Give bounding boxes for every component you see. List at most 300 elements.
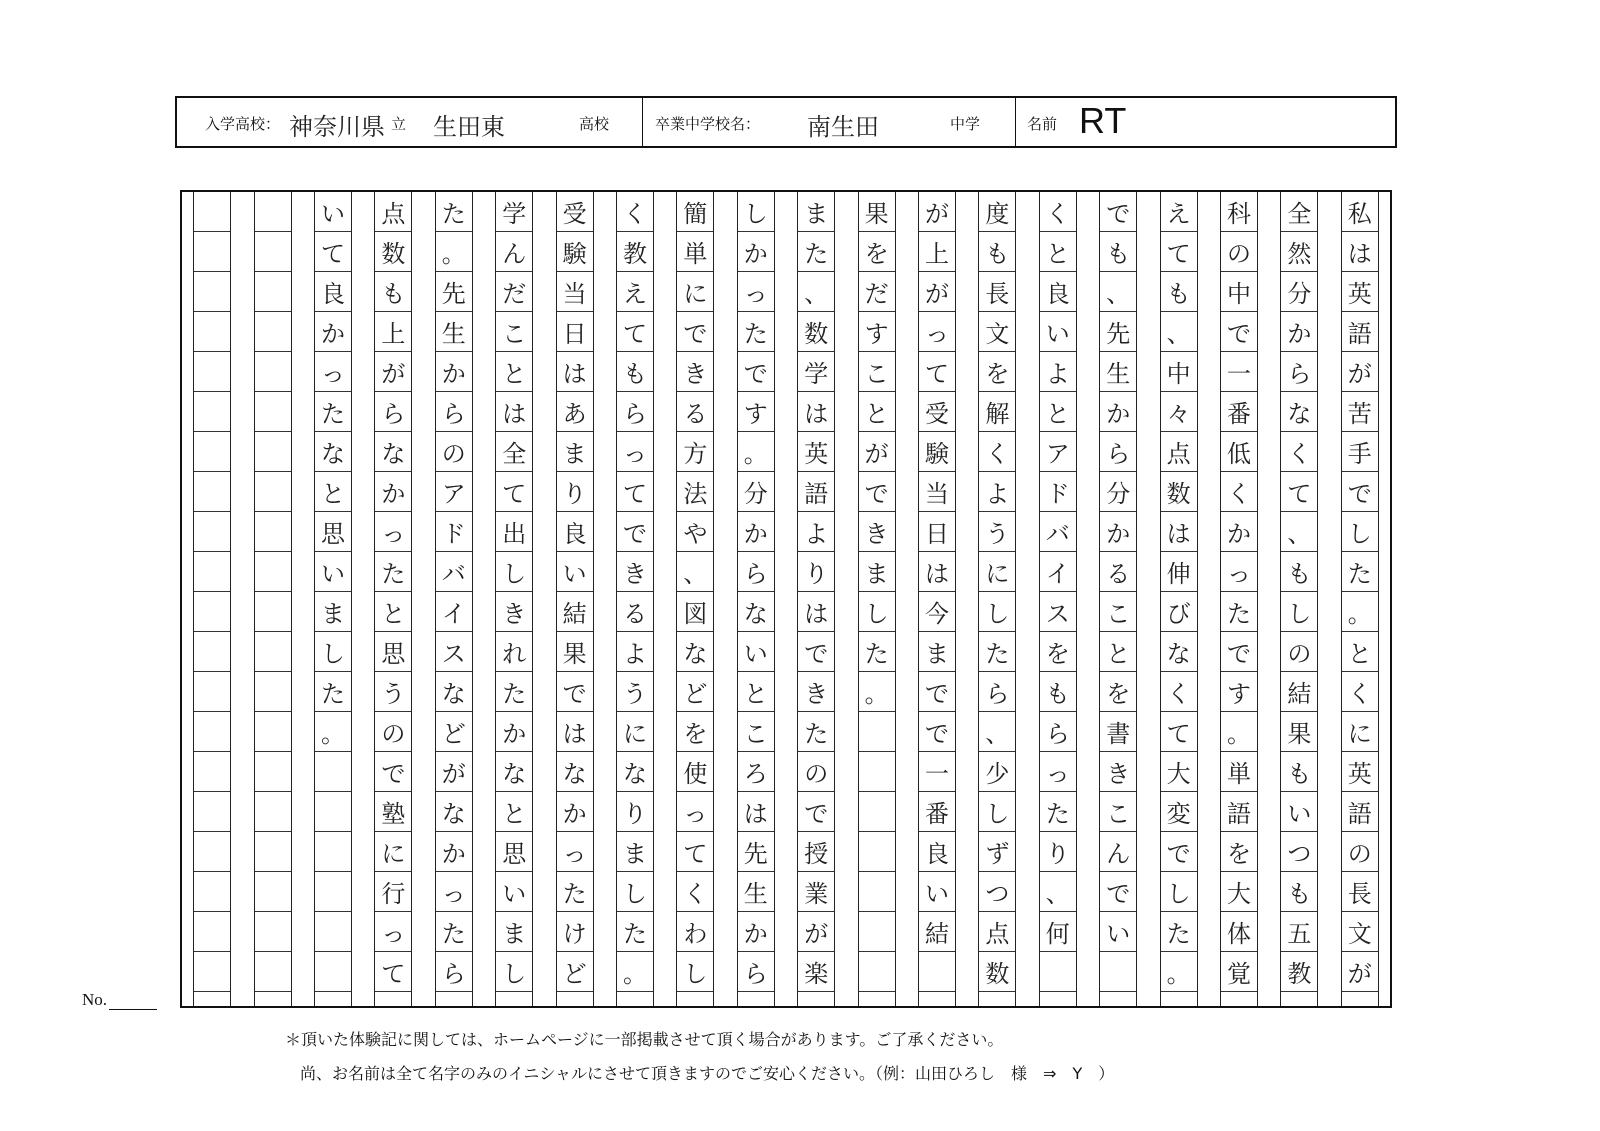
manuscript-cell bbox=[194, 872, 230, 912]
manuscript-column bbox=[676, 192, 714, 1006]
manuscript-cell: 数 bbox=[979, 952, 1015, 992]
manuscript-cell: 思 bbox=[315, 512, 351, 552]
manuscript-cell: て bbox=[617, 472, 653, 512]
manuscript-cell bbox=[255, 512, 291, 552]
manuscript-cell: 大 bbox=[1221, 872, 1257, 912]
manuscript-cell bbox=[255, 552, 291, 592]
manuscript-cell: で bbox=[1100, 192, 1136, 232]
manuscript-cell: 単 bbox=[677, 232, 713, 272]
manuscript-cell: く bbox=[1281, 432, 1317, 472]
manuscript-cell: つ bbox=[1281, 832, 1317, 872]
manuscript-cell: に bbox=[375, 832, 411, 872]
manuscript-column bbox=[1039, 192, 1077, 1006]
manuscript-cell: し bbox=[315, 632, 351, 672]
manuscript-cell bbox=[194, 952, 230, 992]
manuscript-cell: 苦 bbox=[1342, 392, 1378, 432]
manuscript-cell: が bbox=[919, 192, 955, 232]
manuscript-cell: ら bbox=[738, 952, 774, 992]
manuscript-cell: 英 bbox=[1342, 752, 1378, 792]
manuscript-cell: 良 bbox=[315, 272, 351, 312]
manuscript-cell: 全 bbox=[496, 432, 532, 472]
manuscript-cell: 使 bbox=[677, 752, 713, 792]
manuscript-cell bbox=[255, 792, 291, 832]
manuscript-cell: し bbox=[979, 592, 1015, 632]
manuscript-cell: は bbox=[1342, 232, 1378, 272]
manuscript-cell: 書 bbox=[1100, 712, 1136, 752]
no-label: No. bbox=[82, 990, 108, 1009]
manuscript-cell: た bbox=[315, 672, 351, 712]
manuscript-cell: 分 bbox=[1100, 472, 1136, 512]
manuscript-cell: っ bbox=[436, 872, 472, 912]
manuscript-cell: る bbox=[1100, 552, 1136, 592]
manuscript-cell bbox=[194, 832, 230, 872]
manuscript-cell: が bbox=[1342, 352, 1378, 392]
manuscript-cell: 点 bbox=[1161, 432, 1197, 472]
manuscript-cell: 語 bbox=[1342, 312, 1378, 352]
manuscript-cell: 先 bbox=[436, 272, 472, 312]
entrance-school-label: 入学高校： bbox=[205, 115, 281, 133]
manuscript-cell: れ bbox=[496, 632, 532, 672]
manuscript-cell: 授 bbox=[798, 832, 834, 872]
manuscript-cell: 数 bbox=[375, 232, 411, 272]
manuscript-cell: も bbox=[1281, 752, 1317, 792]
manuscript-cell bbox=[859, 872, 895, 912]
manuscript-cell: 五 bbox=[1281, 912, 1317, 952]
manuscript-cell: 今 bbox=[919, 592, 955, 632]
manuscript-cell: 日 bbox=[919, 512, 955, 552]
manuscript-cell: は bbox=[496, 392, 532, 432]
manuscript-cell: く bbox=[1342, 672, 1378, 712]
manuscript-cell: と bbox=[315, 472, 351, 512]
manuscript-cell: ド bbox=[436, 512, 472, 552]
manuscript-cell: 験 bbox=[919, 432, 955, 472]
manuscript-cell: の bbox=[1342, 832, 1378, 872]
manuscript-cell bbox=[315, 952, 351, 992]
manuscript-cell: 法 bbox=[677, 472, 713, 512]
manuscript-cell: 教 bbox=[617, 232, 653, 272]
manuscript-cell: か bbox=[1221, 512, 1257, 552]
manuscript-cell: ど bbox=[557, 952, 593, 992]
manuscript-cell: は bbox=[1161, 512, 1197, 552]
manuscript-cell bbox=[194, 232, 230, 272]
manuscript-grid bbox=[180, 190, 1392, 1008]
manuscript-cell: く bbox=[1221, 472, 1257, 512]
manuscript-cell: な bbox=[1281, 392, 1317, 432]
manuscript-cell: 分 bbox=[1281, 272, 1317, 312]
manuscript-column bbox=[797, 192, 835, 1006]
manuscript-cell: 中 bbox=[1221, 272, 1257, 312]
manuscript-cell: ア bbox=[1040, 432, 1076, 472]
manuscript-cell: よ bbox=[798, 512, 834, 552]
manuscript-cell: き bbox=[859, 512, 895, 552]
manuscript-cell: な bbox=[315, 432, 351, 472]
manuscript-cell: た bbox=[375, 552, 411, 592]
manuscript-cell bbox=[194, 672, 230, 712]
manuscript-cell: 一 bbox=[919, 752, 955, 792]
manuscript-cell: よ bbox=[979, 472, 1015, 512]
manuscript-cell: り bbox=[617, 792, 653, 832]
manuscript-cell bbox=[315, 792, 351, 832]
manuscript-cell: っ bbox=[375, 512, 411, 552]
manuscript-cell: も bbox=[1281, 872, 1317, 912]
manuscript-cell bbox=[255, 872, 291, 912]
manuscript-cell: た bbox=[496, 672, 532, 712]
manuscript-cell bbox=[859, 752, 895, 792]
manuscript-cell: で bbox=[738, 352, 774, 392]
manuscript-cell: と bbox=[1040, 392, 1076, 432]
manuscript-cell: る bbox=[677, 392, 713, 432]
manuscript-cell bbox=[255, 192, 291, 232]
manuscript-cell: て bbox=[617, 312, 653, 352]
manuscript-cell: く bbox=[1040, 192, 1076, 232]
manuscript-cell: て bbox=[496, 472, 532, 512]
manuscript-cell: や bbox=[677, 512, 713, 552]
manuscript-cell: い bbox=[557, 552, 593, 592]
manuscript-cell bbox=[255, 272, 291, 312]
manuscript-cell: 、 bbox=[798, 272, 834, 312]
manuscript-cell: 当 bbox=[557, 272, 593, 312]
manuscript-cell: の bbox=[1281, 632, 1317, 672]
manuscript-cell: 生 bbox=[436, 312, 472, 352]
manuscript-cell: 。 bbox=[859, 672, 895, 712]
manuscript-cell bbox=[194, 192, 230, 232]
manuscript-cell: 学 bbox=[496, 192, 532, 232]
document-number bbox=[82, 990, 157, 1010]
manuscript-cell: の bbox=[798, 752, 834, 792]
manuscript-cell: た bbox=[557, 872, 593, 912]
manuscript-cell: 体 bbox=[1221, 912, 1257, 952]
manuscript-cell: 中 bbox=[1161, 352, 1197, 392]
manuscript-cell: 先 bbox=[1100, 312, 1136, 352]
manuscript-cell bbox=[315, 912, 351, 952]
manuscript-cell: 英 bbox=[1342, 272, 1378, 312]
manuscript-cell bbox=[194, 512, 230, 552]
manuscript-cell: か bbox=[557, 792, 593, 832]
manuscript-column bbox=[374, 192, 412, 1006]
manuscript-cell: で bbox=[859, 472, 895, 512]
manuscript-cell: 先 bbox=[738, 832, 774, 872]
manuscript-cell: ド bbox=[1040, 472, 1076, 512]
manuscript-cell: ま bbox=[496, 912, 532, 952]
manuscript-cell bbox=[315, 752, 351, 792]
manuscript-cell: 業 bbox=[798, 872, 834, 912]
manuscript-cell: な bbox=[738, 592, 774, 632]
manuscript-cell: っ bbox=[738, 272, 774, 312]
manuscript-cell: 出 bbox=[496, 512, 532, 552]
manuscript-cell: 結 bbox=[557, 592, 593, 632]
manuscript-cell: 験 bbox=[557, 232, 593, 272]
manuscript-cell: 全 bbox=[1281, 192, 1317, 232]
manuscript-cell: か bbox=[436, 352, 472, 392]
manuscript-cell: ず bbox=[979, 832, 1015, 872]
manuscript-cell: ま bbox=[798, 192, 834, 232]
manuscript-column bbox=[314, 192, 352, 1006]
manuscript-cell: か bbox=[738, 512, 774, 552]
manuscript-cell: う bbox=[617, 672, 653, 712]
manuscript-cell bbox=[255, 432, 291, 472]
manuscript-cell: が bbox=[798, 912, 834, 952]
manuscript-cell: い bbox=[738, 632, 774, 672]
manuscript-cell: ア bbox=[436, 472, 472, 512]
manuscript-cell: り bbox=[798, 552, 834, 592]
manuscript-cell: き bbox=[798, 672, 834, 712]
manuscript-column bbox=[556, 192, 594, 1006]
manuscript-cell: て bbox=[677, 832, 713, 872]
manuscript-cell: 上 bbox=[375, 312, 411, 352]
manuscript-cell: し bbox=[496, 552, 532, 592]
manuscript-cell: た bbox=[1040, 792, 1076, 832]
manuscript-cell: か bbox=[375, 472, 411, 512]
manuscript-cell: ど bbox=[436, 712, 472, 752]
manuscript-cell: ら bbox=[1281, 352, 1317, 392]
manuscript-cell bbox=[255, 592, 291, 632]
manuscript-cell: 々 bbox=[1161, 392, 1197, 432]
manuscript-cell: こ bbox=[859, 352, 895, 392]
manuscript-cell: 科 bbox=[1221, 192, 1257, 232]
manuscript-cell: の bbox=[1221, 232, 1257, 272]
manuscript-cell: 、 bbox=[1161, 312, 1197, 352]
manuscript-cell: 図 bbox=[677, 592, 713, 632]
manuscript-cell: と bbox=[738, 672, 774, 712]
manuscript-cell: 低 bbox=[1221, 432, 1257, 472]
manuscript-cell: す bbox=[859, 312, 895, 352]
manuscript-cell bbox=[255, 912, 291, 952]
manuscript-cell: が bbox=[1342, 952, 1378, 992]
manuscript-cell bbox=[194, 312, 230, 352]
manuscript-cell bbox=[1040, 952, 1076, 992]
manuscript-cell: か bbox=[315, 312, 351, 352]
manuscript-cell: な bbox=[436, 672, 472, 712]
manuscript-column bbox=[918, 192, 956, 1006]
manuscript-cell: と bbox=[496, 792, 532, 832]
manuscript-cell bbox=[859, 792, 895, 832]
manuscript-cell: い bbox=[919, 872, 955, 912]
manuscript-cell: て bbox=[315, 232, 351, 272]
manuscript-cell: 行 bbox=[375, 872, 411, 912]
manuscript-cell: た bbox=[315, 392, 351, 432]
manuscript-cell: と bbox=[859, 392, 895, 432]
manuscript-cell: と bbox=[496, 352, 532, 392]
manuscript-cell: 番 bbox=[1221, 392, 1257, 432]
manuscript-cell bbox=[255, 952, 291, 992]
manuscript-column bbox=[1099, 192, 1137, 1006]
manuscript-cell: ん bbox=[1100, 832, 1136, 872]
manuscript-cell: で bbox=[1221, 632, 1257, 672]
manuscript-cell: か bbox=[738, 912, 774, 952]
manuscript-cell bbox=[315, 832, 351, 872]
manuscript-cell: ま bbox=[859, 552, 895, 592]
manuscript-cell: 変 bbox=[1161, 792, 1197, 832]
manuscript-cell: だ bbox=[859, 272, 895, 312]
manuscript-cell bbox=[255, 752, 291, 792]
manuscript-cell: た bbox=[617, 912, 653, 952]
manuscript-cell: を bbox=[979, 352, 1015, 392]
manuscript-cell: は bbox=[557, 712, 593, 752]
manuscript-cell: に bbox=[979, 552, 1015, 592]
manuscript-cell: な bbox=[496, 752, 532, 792]
manuscript-cell: で bbox=[1221, 312, 1257, 352]
manuscript-cell: 思 bbox=[375, 632, 411, 672]
manuscript-cell: 大 bbox=[1161, 752, 1197, 792]
manuscript-cell: 、 bbox=[1100, 272, 1136, 312]
manuscript-cell: し bbox=[1281, 592, 1317, 632]
manuscript-cell bbox=[194, 432, 230, 472]
manuscript-cell: 当 bbox=[919, 472, 955, 512]
manuscript-cell: い bbox=[1040, 312, 1076, 352]
manuscript-cell: で bbox=[375, 752, 411, 792]
manuscript-cell bbox=[255, 392, 291, 432]
manuscript-cell: っ bbox=[919, 312, 955, 352]
manuscript-cell: ろ bbox=[738, 752, 774, 792]
manuscript-cell: て bbox=[375, 952, 411, 992]
manuscript-cell bbox=[255, 672, 291, 712]
manuscript-cell bbox=[1100, 952, 1136, 992]
manuscript-cell bbox=[315, 872, 351, 912]
manuscript-cell bbox=[194, 912, 230, 952]
manuscript-cell: 少 bbox=[979, 752, 1015, 792]
manuscript-cell: と bbox=[1040, 232, 1076, 272]
manuscript-cell: で bbox=[798, 632, 834, 672]
manuscript-cell: 。 bbox=[1342, 592, 1378, 632]
manuscript-cell: す bbox=[738, 392, 774, 432]
manuscript-cell: た bbox=[1161, 912, 1197, 952]
manuscript-cell: 、 bbox=[1040, 872, 1076, 912]
manuscript-cell: 楽 bbox=[798, 952, 834, 992]
manuscript-cell: て bbox=[1161, 232, 1197, 272]
manuscript-cell: 結 bbox=[919, 912, 955, 952]
manuscript-cell: ま bbox=[617, 832, 653, 872]
manuscript-cell: な bbox=[617, 752, 653, 792]
manuscript-column bbox=[193, 192, 231, 1006]
prefecture-value: 神奈川県 bbox=[289, 113, 385, 141]
manuscript-cell: し bbox=[979, 792, 1015, 832]
manuscript-cell: っ bbox=[557, 832, 593, 872]
manuscript-cell: り bbox=[1040, 832, 1076, 872]
manuscript-cell: 良 bbox=[1040, 272, 1076, 312]
manuscript-cell: た bbox=[738, 312, 774, 352]
manuscript-column bbox=[495, 192, 533, 1006]
manuscript-cell: し bbox=[496, 952, 532, 992]
manuscript-cell: 教 bbox=[1281, 952, 1317, 992]
manuscript-cell: 数 bbox=[798, 312, 834, 352]
manuscript-cell: か bbox=[1281, 312, 1317, 352]
manuscript-cell: 。 bbox=[436, 232, 472, 272]
manuscript-cell: な bbox=[557, 752, 593, 792]
manuscript-cell: 。 bbox=[315, 712, 351, 752]
manuscript-cell: を bbox=[1100, 672, 1136, 712]
manuscript-cell bbox=[194, 712, 230, 752]
manuscript-cell: で bbox=[617, 512, 653, 552]
manuscript-column bbox=[254, 192, 292, 1006]
manuscript-cell: 単 bbox=[1221, 752, 1257, 792]
manuscript-cell: っ bbox=[1221, 552, 1257, 592]
manuscript-cell bbox=[194, 792, 230, 832]
manuscript-cell: 簡 bbox=[677, 192, 713, 232]
manuscript-cell: を bbox=[1221, 832, 1257, 872]
manuscript-cell: バ bbox=[436, 552, 472, 592]
manuscript-cell: 文 bbox=[1342, 912, 1378, 952]
high-school-value: 生田東 bbox=[433, 113, 505, 141]
manuscript-cell: イ bbox=[436, 592, 472, 632]
manuscript-cell: の bbox=[375, 712, 411, 752]
manuscript-cell: も bbox=[617, 352, 653, 392]
manuscript-cell: ら bbox=[436, 392, 472, 432]
manuscript-cell bbox=[859, 832, 895, 872]
manuscript-cell: 塾 bbox=[375, 792, 411, 832]
manuscript-cell: か bbox=[496, 712, 532, 752]
manuscript-cell: も bbox=[1281, 552, 1317, 592]
manuscript-cell: い bbox=[1100, 912, 1136, 952]
manuscript-cell: き bbox=[496, 592, 532, 632]
manuscript-cell bbox=[255, 712, 291, 752]
manuscript-cell: 語 bbox=[1342, 792, 1378, 832]
manuscript-cell: っ bbox=[677, 792, 713, 832]
manuscript-cell: ス bbox=[436, 632, 472, 672]
manuscript-cell: 果 bbox=[1281, 712, 1317, 752]
manuscript-cell: 長 bbox=[1342, 872, 1378, 912]
manuscript-cell bbox=[194, 352, 230, 392]
manuscript-cell: く bbox=[617, 192, 653, 232]
manuscript-cell: ま bbox=[557, 432, 593, 472]
manuscript-cell: が bbox=[436, 752, 472, 792]
manuscript-cell: り bbox=[557, 472, 593, 512]
manuscript-cell: ら bbox=[436, 952, 472, 992]
manuscript-cell: も bbox=[1161, 272, 1197, 312]
manuscript-cell: こ bbox=[1100, 792, 1136, 832]
manuscript-cell: 受 bbox=[919, 392, 955, 432]
header-divider bbox=[1015, 98, 1016, 146]
manuscript-cell: 果 bbox=[859, 192, 895, 232]
manuscript-cell bbox=[859, 912, 895, 952]
manuscript-cell bbox=[194, 592, 230, 632]
manuscript-cell: た bbox=[1342, 552, 1378, 592]
manuscript-cell: た bbox=[979, 632, 1015, 672]
manuscript-cell: ら bbox=[738, 552, 774, 592]
manuscript-cell: っ bbox=[617, 432, 653, 472]
manuscript-cell: で bbox=[919, 672, 955, 712]
manuscript-cell: 学 bbox=[798, 352, 834, 392]
manuscript-cell: く bbox=[1161, 672, 1197, 712]
manuscript-cell: 然 bbox=[1281, 232, 1317, 272]
manuscript-cell: 何 bbox=[1040, 912, 1076, 952]
manuscript-cell: え bbox=[617, 272, 653, 312]
name-label: 名前 bbox=[1027, 115, 1058, 133]
manuscript-cell bbox=[919, 952, 955, 992]
junior-school-label: 卒業中学校名： bbox=[655, 115, 761, 133]
manuscript-cell: が bbox=[375, 352, 411, 392]
manuscript-cell bbox=[255, 312, 291, 352]
manuscript-column bbox=[1280, 192, 1318, 1006]
manuscript-cell: 結 bbox=[1281, 672, 1317, 712]
manuscript-cell: 覚 bbox=[1221, 952, 1257, 992]
manuscript-cell: な bbox=[1161, 632, 1197, 672]
manuscript-cell: 解 bbox=[979, 392, 1015, 432]
manuscript-cell: こ bbox=[738, 712, 774, 752]
manuscript-cell: は bbox=[738, 792, 774, 832]
manuscript-cell: ス bbox=[1040, 592, 1076, 632]
manuscript-cell: に bbox=[617, 712, 653, 752]
manuscript-cell: 思 bbox=[496, 832, 532, 872]
manuscript-column bbox=[1341, 192, 1379, 1006]
manuscript-cell: ま bbox=[315, 592, 351, 632]
manuscript-cell: い bbox=[1281, 792, 1317, 832]
manuscript-cell: に bbox=[1342, 712, 1378, 752]
manuscript-cell: と bbox=[1342, 632, 1378, 672]
manuscript-cell: で bbox=[677, 312, 713, 352]
manuscript-cell: も bbox=[1040, 672, 1076, 712]
manuscript-cell: か bbox=[436, 832, 472, 872]
name-value: RT bbox=[1079, 100, 1127, 141]
